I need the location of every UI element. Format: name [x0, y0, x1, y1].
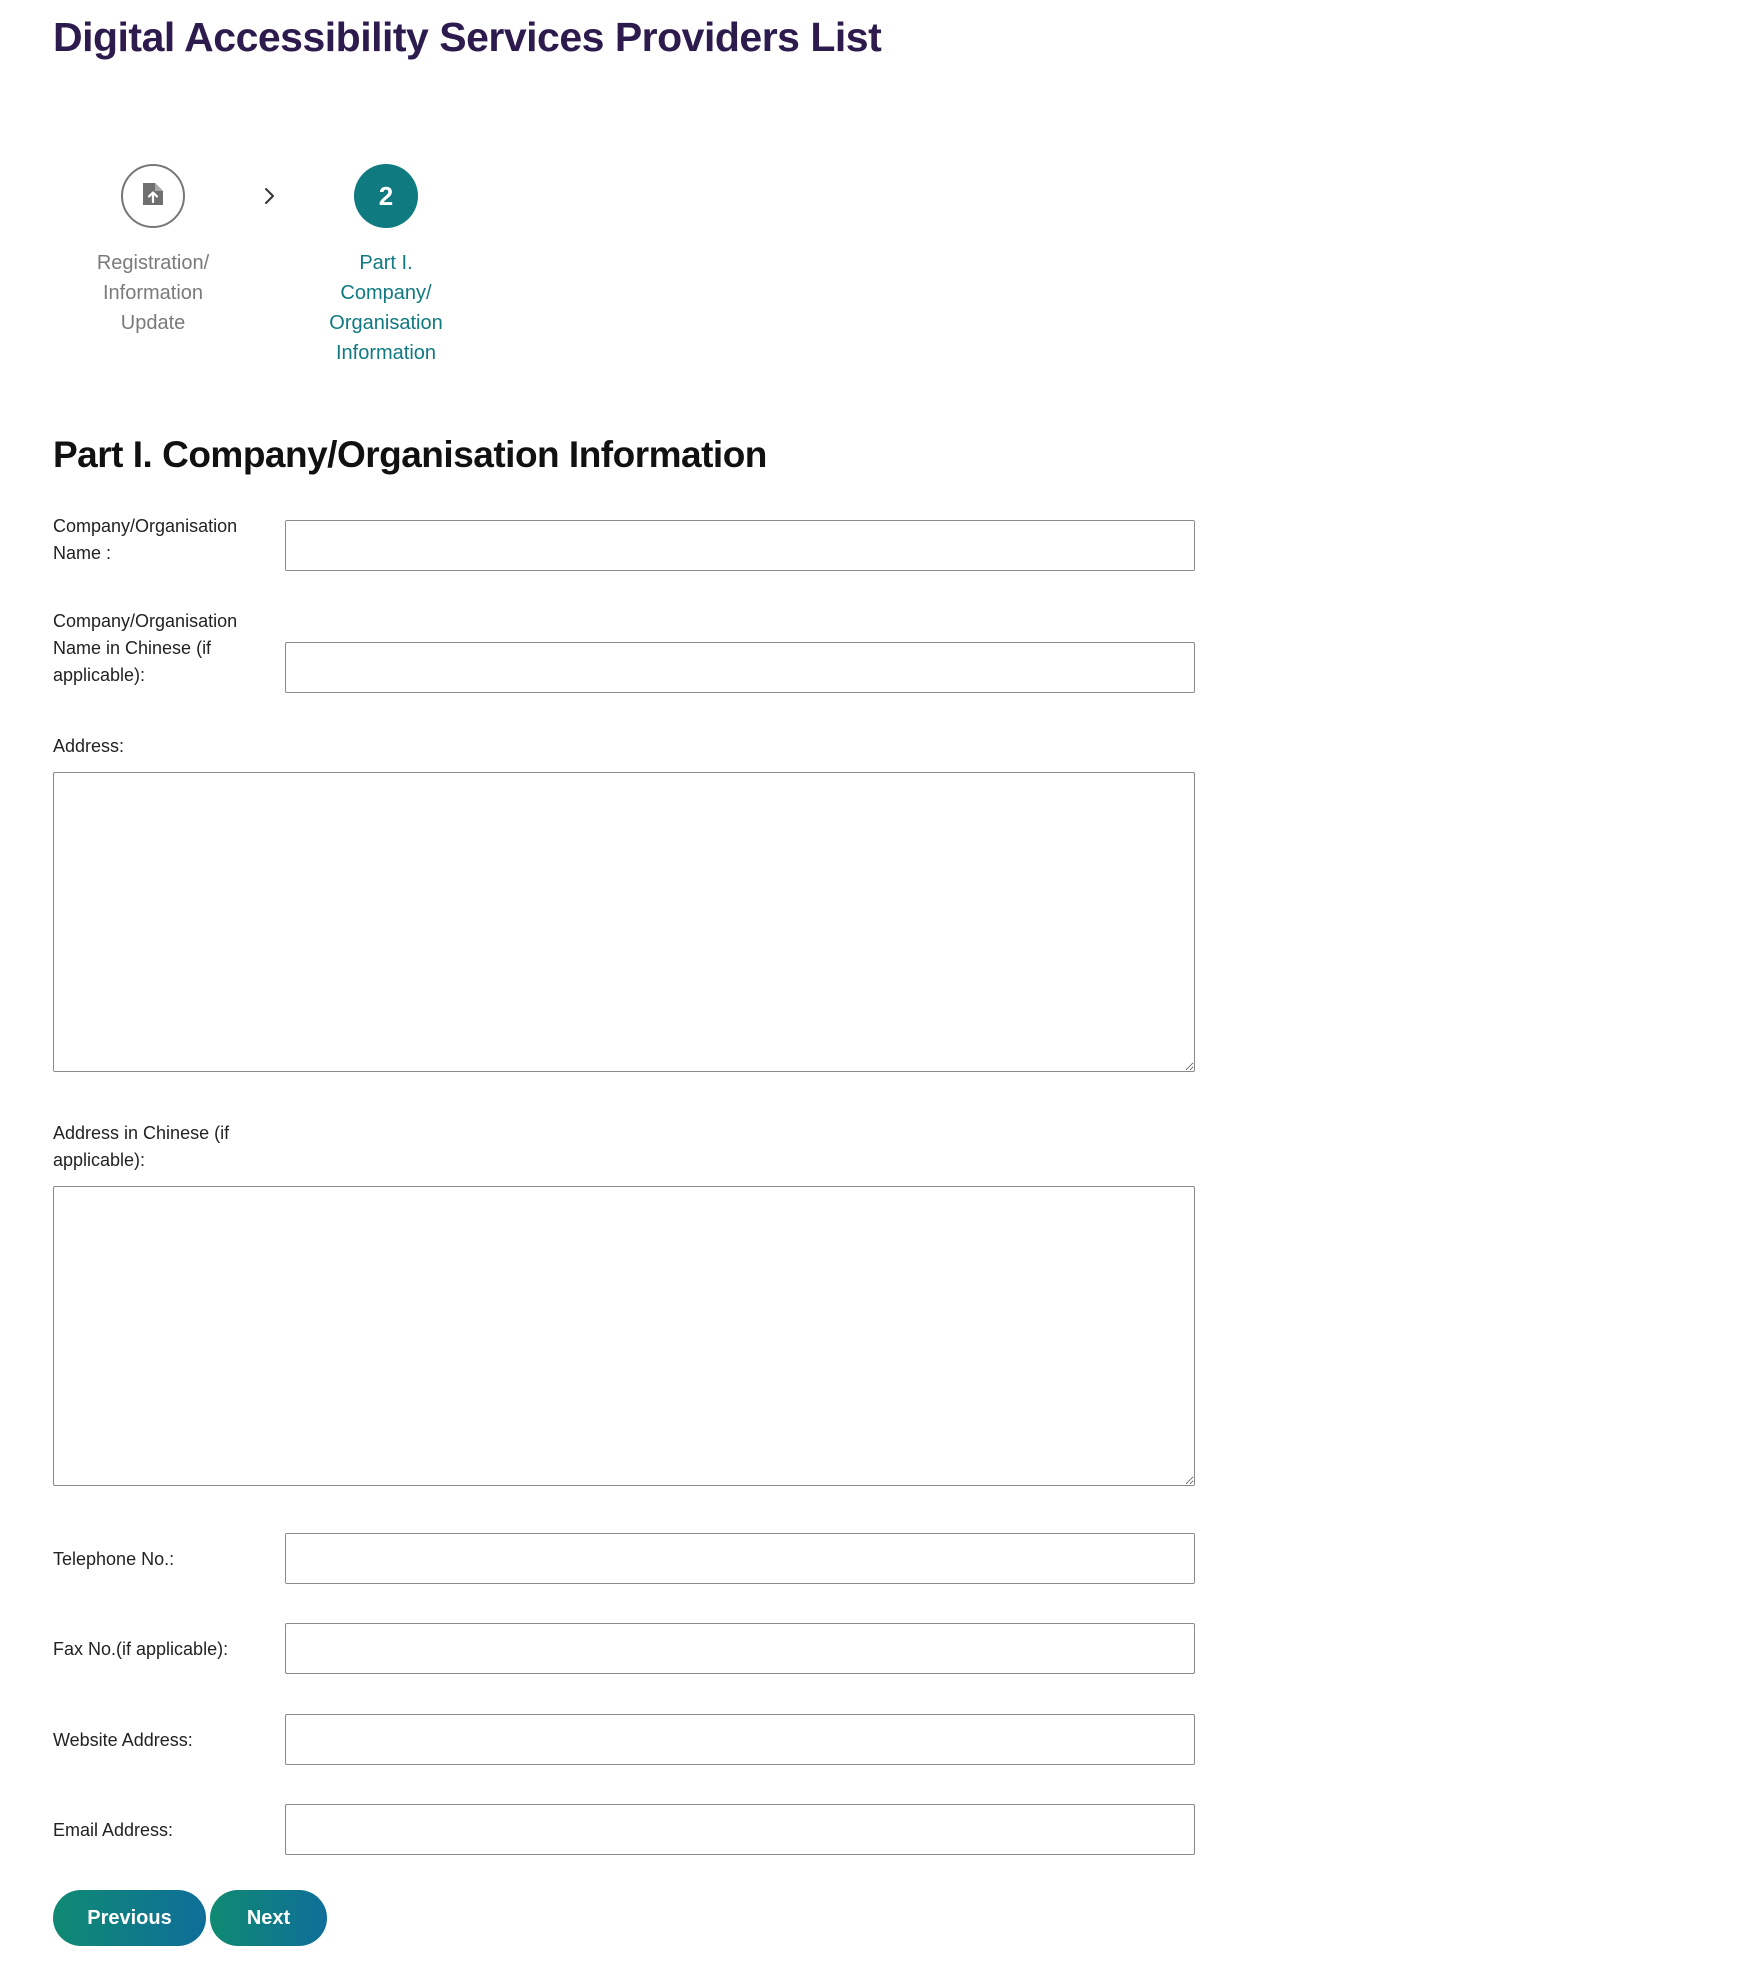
telephone-label: Telephone No.: — [53, 1549, 175, 1569]
company-name-label: Company/Organisation Name : — [53, 516, 238, 563]
next-button[interactable]: Next — [210, 1890, 327, 1946]
section-title: Part I. Company/Organisation Information — [53, 434, 767, 475]
company-name-chinese-input[interactable] — [285, 642, 1195, 693]
address-chinese-label: Address in Chinese (if applicable): — [53, 1123, 230, 1170]
step-company-information — [286, 164, 486, 368]
previous-button[interactable]: Previous — [53, 1890, 206, 1946]
step-number: 2 — [378, 180, 394, 211]
fax-label: Fax No.(if applicable): — [53, 1639, 229, 1659]
page-title: Digital Accessibility Services Providers List — [53, 14, 882, 60]
step-2-label: Part I. Company/ Organisation Information — [329, 252, 443, 364]
telephone-input[interactable] — [285, 1533, 1195, 1584]
email-label: Email Address: — [53, 1820, 174, 1840]
step-registration — [53, 164, 253, 338]
company-name-input[interactable] — [285, 520, 1195, 571]
step-2-circle — [354, 164, 418, 228]
step-1-circle — [121, 164, 185, 228]
website-label: Website Address: — [53, 1730, 193, 1750]
document-upload-icon — [138, 179, 168, 214]
email-input[interactable] — [285, 1804, 1195, 1855]
address-textarea[interactable] — [53, 772, 1195, 1072]
website-input[interactable] — [285, 1714, 1195, 1765]
address-chinese-textarea[interactable] — [53, 1186, 1195, 1486]
fax-input[interactable] — [285, 1623, 1195, 1674]
step-1-label: Registration/ Information Update — [96, 252, 210, 334]
address-label: Address: — [53, 736, 125, 756]
chevron-right-icon — [259, 184, 281, 208]
company-name-chinese-label: Company/Organisation Name in Chinese (if applicable): — [53, 611, 238, 685]
